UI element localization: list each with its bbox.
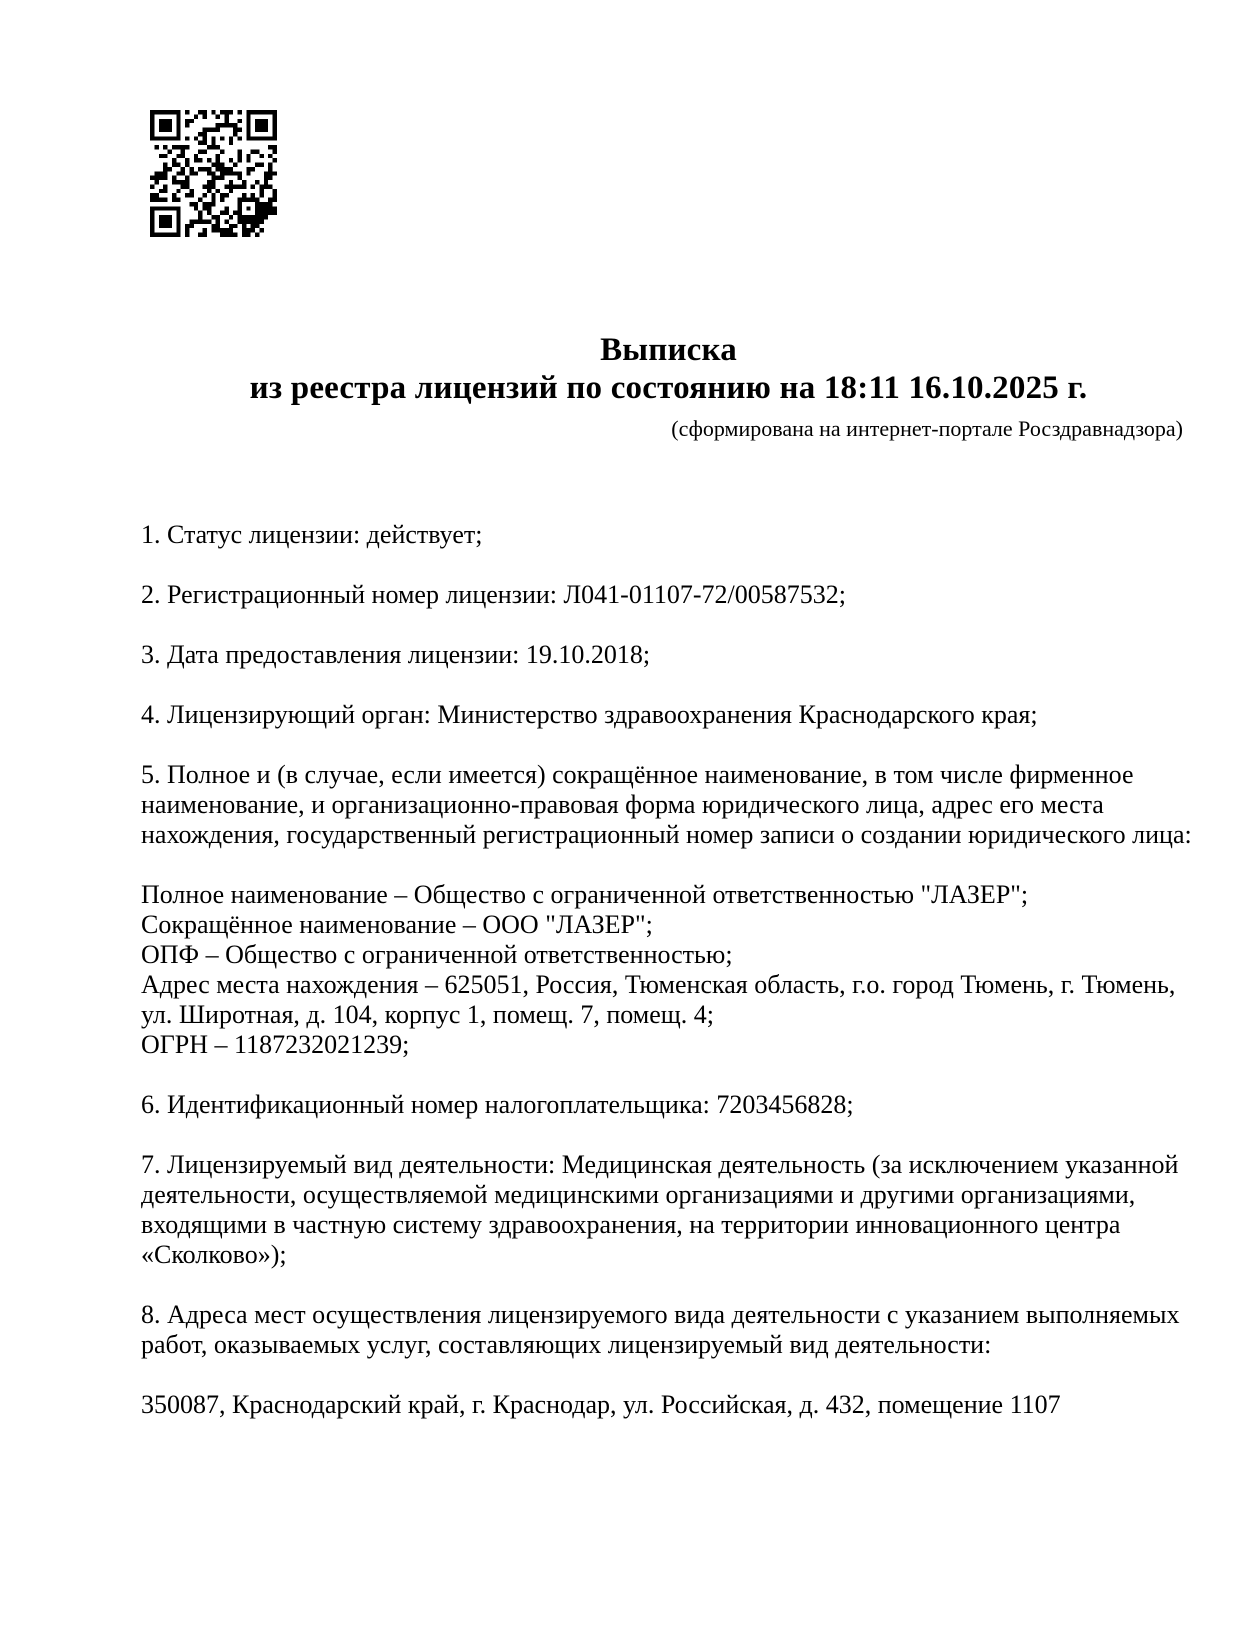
paragraph-grant-date (141, 640, 1236, 670)
text-line: Полное наименование – Общество с ограниченной ответственностью "ЛАЗЕР"; (141, 880, 1029, 909)
qr-code-image (150, 110, 277, 237)
text-line: 350087, Краснодарский край, г. Краснодар, ул. Российская, д. 432, помещение 1107 (141, 1390, 1061, 1419)
text-line: 5. Полное и (в случае, если имеется) сокращённое наименование, в том числе фирменное (141, 760, 1134, 789)
text-line: наименование, и организационно-правовая форма юридического лица, адрес его места (141, 790, 1104, 819)
paragraph-licensed-activity (141, 1150, 1236, 1270)
text-line: Сокращённое наименование – ООО "ЛАЗЕР"; (141, 910, 653, 939)
document-body (141, 520, 1236, 1450)
paragraph-taxpayer-number (141, 1090, 1236, 1120)
paragraph-license-status (141, 520, 1236, 550)
paragraph-item5-intro (141, 760, 1236, 850)
qr-code (150, 110, 277, 237)
text-line: ОГРН – 1187232021239; (141, 1030, 410, 1059)
paragraph-item8-intro (141, 1300, 1236, 1360)
text-line: ОПФ – Общество с ограниченной ответственностью; (141, 940, 733, 969)
document-title (141, 331, 1196, 407)
text-line: 6. Идентификационный номер налогоплательщика: 7203456828; (141, 1090, 854, 1119)
text-line: 8. Адреса мест осуществления лицензируемого вида деятельности с указанием выполняемых (141, 1300, 1180, 1329)
paragraph-organization-details (141, 880, 1236, 1060)
text-line: Адрес места нахождения – 625051, Россия, Тюменская область, г.о. город Тюмень, г. Тюмень, (141, 970, 1176, 999)
document-title-line-1: Выписка (600, 332, 737, 368)
text-line: 2. Регистрационный номер лицензии: Л041-01107-72/00587532; (141, 580, 846, 609)
text-line: ул. Широтная, д. 104, корпус 1, помещ. 7, помещ. 4; (141, 1000, 714, 1029)
text-line: 7. Лицензируемый вид деятельности: Медицинская деятельность (за исключением указанной (141, 1150, 1179, 1179)
paragraph-licensing-authority (141, 700, 1236, 730)
paragraph-activity-address (141, 1390, 1236, 1420)
text-line: деятельности, осуществляемой медицинскими организациями и другими организациями, (141, 1180, 1136, 1209)
text-line: 3. Дата предоставления лицензии: 19.10.2018; (141, 640, 651, 669)
text-line: «Сколково»); (141, 1240, 287, 1269)
document-title-line-2: из реестра лицензий по состоянию на 18:11 16.10.2025 г. (249, 370, 1088, 406)
text-line: 4. Лицензирующий орган: Министерство здравоохранения Краснодарского края; (141, 700, 1038, 729)
text-line: 1. Статус лицензии: действует; (141, 520, 483, 549)
text-line: нахождения, государственный регистрационный номер записи о создании юридического лица: (141, 820, 1192, 849)
paragraph-registration-number (141, 580, 1236, 610)
text-line: работ, оказываемых услуг, составляющих лицензируемый вид деятельности: (141, 1330, 992, 1359)
text-line: входящими в частную систему здравоохранения, на территории инновационного центра (141, 1210, 1121, 1239)
document-subtitle: (сформирована на интернет-портале Росздравнадзора) (671, 416, 1183, 441)
